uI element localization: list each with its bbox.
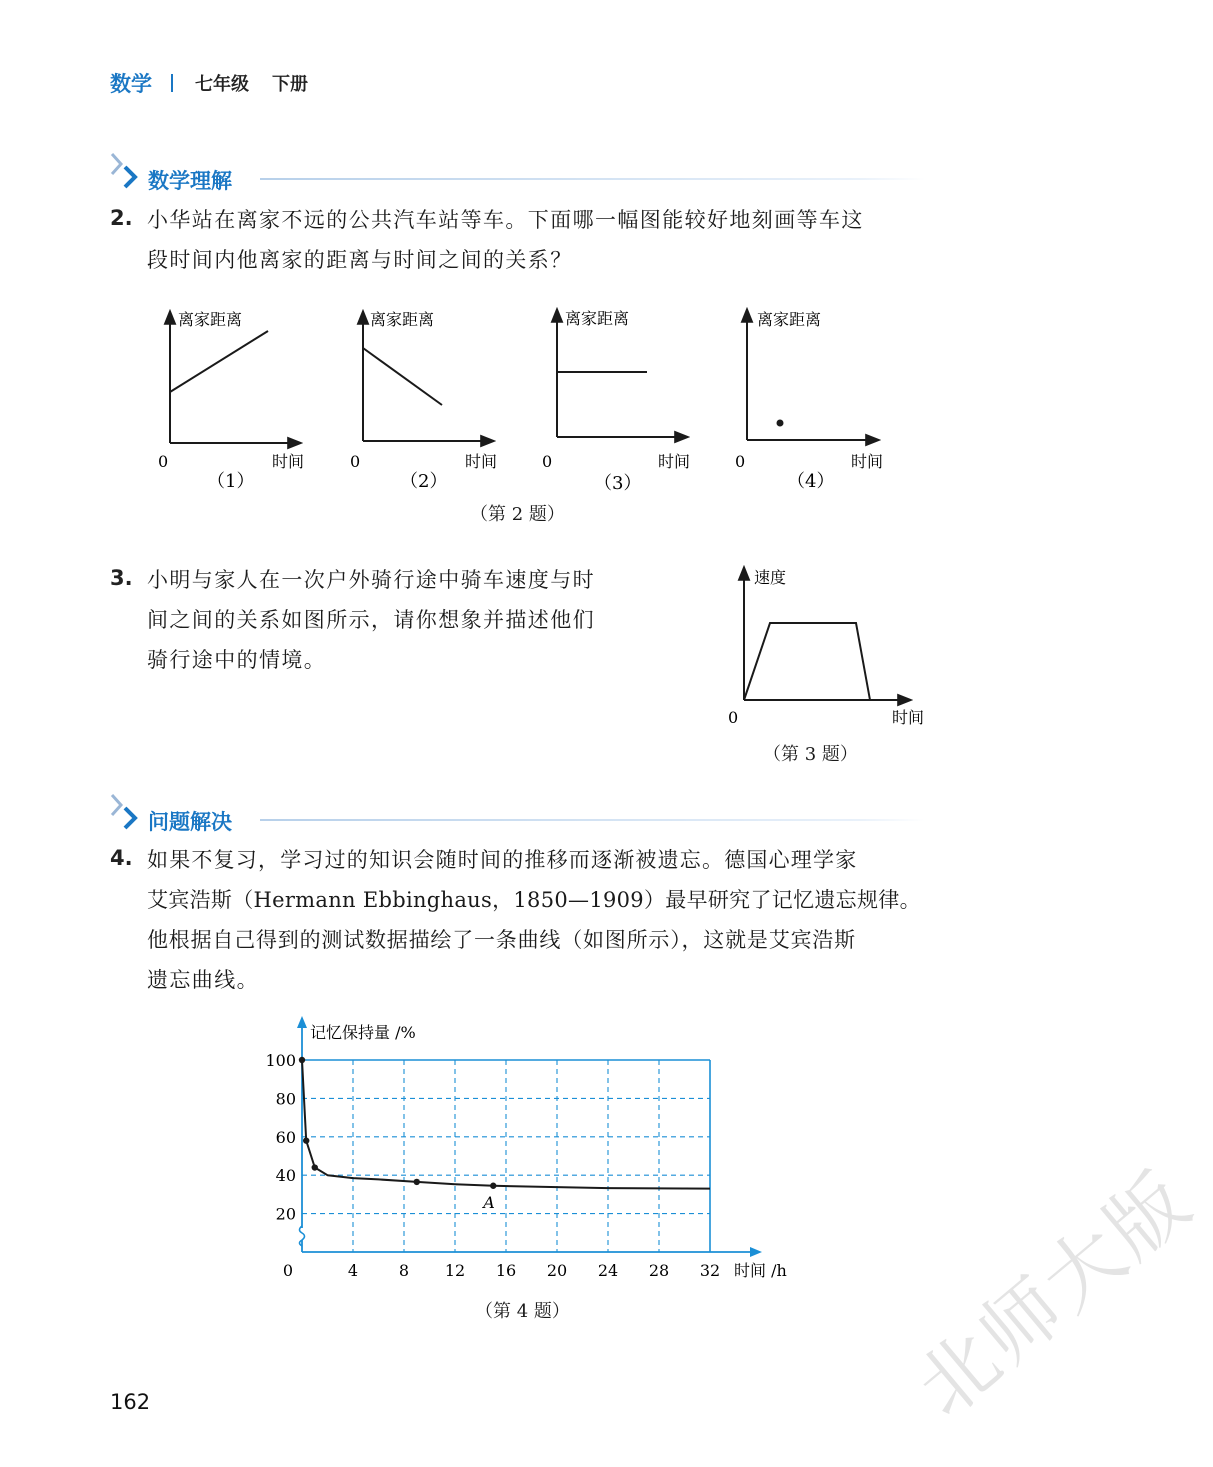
- y-tick-label: 20: [275, 1204, 296, 1224]
- question-number-3: 3.: [110, 566, 133, 590]
- question-2-line-1: 小华站在离家不远的公共汽车站等车。下面哪一幅图能较好地刻画等车这: [147, 208, 864, 232]
- graph-4-ylabel: 离家距离: [757, 310, 822, 329]
- data-point: [414, 1179, 420, 1185]
- q3-origin: 0: [728, 708, 739, 727]
- speed-curve: [744, 623, 870, 700]
- axis-break-mask: [297, 1228, 307, 1240]
- question-3-caption: （第 3 题）: [763, 744, 858, 765]
- graph-4-origin: 0: [735, 452, 746, 471]
- question-4-line-3: 他根据自己得到的测试数据描绘了一条曲线（如图所示），这就是艾宾浩斯: [147, 928, 856, 952]
- watermark-text: 北师大版: [900, 1154, 1210, 1435]
- graph-2: [350, 310, 497, 492]
- graph-3-xlabel: 时间: [658, 452, 691, 471]
- question-3-line-2: 间之间的关系如图所示，请你想象并描述他们: [147, 608, 595, 632]
- graph-4-point: [777, 420, 784, 427]
- graph-2-line: [363, 348, 442, 405]
- x-axis-label: 时间 /h: [734, 1261, 787, 1280]
- question-2-graphs: [140, 300, 940, 500]
- y-axis-label: 记忆保持量 /%: [310, 1023, 416, 1042]
- question-3-text: [147, 560, 647, 680]
- section-divider: [260, 178, 925, 180]
- data-point: [312, 1164, 318, 1170]
- question-4-text: [147, 840, 947, 1000]
- graph-4: [735, 310, 883, 492]
- graph-2-xlabel: 时间: [465, 452, 498, 471]
- origin-label: 0: [282, 1261, 294, 1280]
- graph-1-ylabel: 离家距离: [178, 310, 243, 329]
- question-2-caption: （第 2 题）: [470, 504, 565, 525]
- page-number: 162: [110, 1390, 151, 1414]
- question-4-caption: （第 4 题）: [475, 1301, 570, 1322]
- question-3-line-1: 小明与家人在一次户外骑行途中骑车速度与时: [147, 568, 595, 592]
- question-3-line-3: 骑行途中的情境。: [147, 648, 327, 672]
- question-3-graph: [720, 560, 940, 735]
- graph-1-origin: 0: [158, 452, 169, 471]
- graph-1: [158, 310, 304, 492]
- forgetting-curve-chart: [262, 1012, 802, 1284]
- question-4-line-4: 遗忘曲线。: [147, 968, 259, 992]
- question-4-line-1: 如果不复习，学习过的知识会随时间的推移而逐渐被遗忘。德国心理学家: [147, 848, 858, 872]
- section-chevron-icon: [108, 152, 144, 192]
- x-tick-label: 4: [347, 1261, 359, 1280]
- y-tick-label: 80: [275, 1089, 296, 1109]
- header-grade: 七年级: [195, 74, 249, 95]
- question-number-4: 4.: [110, 846, 133, 870]
- data-point: [299, 1057, 305, 1063]
- graph-2-origin: 0: [350, 452, 361, 471]
- graph-2-label: （2）: [400, 471, 448, 492]
- graph-3: [542, 309, 690, 494]
- x-tick-label: 12: [444, 1261, 466, 1280]
- x-tick-label: 24: [597, 1261, 619, 1280]
- data-point: [490, 1183, 496, 1189]
- y-tick-label: 40: [275, 1166, 296, 1186]
- graph-1-xlabel: 时间: [272, 452, 305, 471]
- question-2-line-2: 段时间内他离家的距离与时间之间的关系？: [147, 248, 573, 272]
- x-tick-label: 20: [546, 1261, 568, 1280]
- header-separator: [171, 74, 173, 92]
- y-tick-label: 60: [275, 1127, 296, 1147]
- graph-1-line: [170, 331, 268, 392]
- q3-ylabel: 速度: [754, 568, 787, 587]
- q3-xlabel: 时间: [892, 708, 925, 727]
- x-tick-label: 32: [699, 1261, 721, 1280]
- point-label-a: A: [483, 1192, 495, 1212]
- question-4-line-2: 艾宾浩斯（Hermann Ebbinghaus，1850—1909）最早研究了记忆遗忘规律。: [147, 888, 921, 912]
- graph-4-label: （4）: [787, 471, 835, 492]
- graph-2-ylabel: 离家距离: [370, 310, 435, 329]
- section-title-solving: 问题解决: [148, 810, 232, 834]
- section-title-understanding: 数学理解: [148, 169, 232, 193]
- question-number-2: 2.: [110, 206, 133, 230]
- header-subject: 数学: [110, 72, 152, 96]
- graph-3-origin: 0: [542, 452, 553, 471]
- x-axis-arrow: [750, 1247, 762, 1257]
- header-volume: 下册: [272, 74, 308, 95]
- graph-3-ylabel: 离家距离: [565, 309, 630, 328]
- graph-3-label: （3）: [594, 473, 642, 494]
- section-chevron-icon: [108, 793, 144, 833]
- section-divider: [260, 819, 925, 821]
- x-tick-label: 28: [648, 1261, 670, 1280]
- x-tick-label: 8: [398, 1261, 410, 1280]
- graph-4-xlabel: 时间: [851, 452, 884, 471]
- y-axis-arrow: [297, 1016, 307, 1028]
- question-2-text: [147, 200, 937, 280]
- y-tick-label: 100: [265, 1051, 296, 1070]
- graph-1-label: （1）: [207, 471, 255, 492]
- data-point: [303, 1137, 309, 1143]
- x-tick-label: 16: [495, 1261, 517, 1280]
